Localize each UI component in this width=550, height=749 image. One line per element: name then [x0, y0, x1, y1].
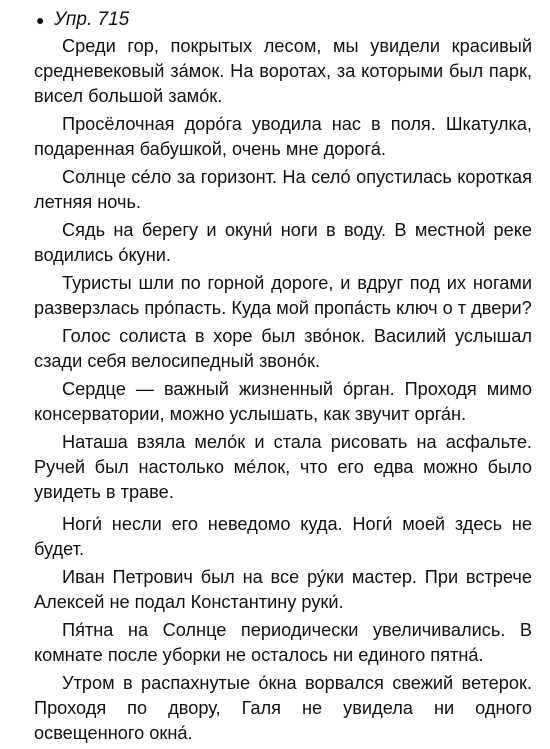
bullet-icon: ● — [36, 12, 45, 28]
paragraph-11: Пя́тна на Солнце периодически увеличивались. В комнате после уборки не осталось ни единого пятна́. — [34, 620, 532, 665]
paragraph-2: Просёлочная доро́га уводила нас в поля. Шкатулка, подаренная бабушкой, очень мне дорога́. — [34, 114, 532, 159]
exercise-header — [36, 6, 532, 34]
paragraph-4: Сядь на берегу и окуни́ ноги в воду. В местной реке водились о́куни. — [34, 220, 532, 265]
paragraph-10: Иван Петрович был на все ру́ки мастер. При встрече Алексей не подал Константину руки́. — [34, 567, 532, 612]
paragraph-9: Ноги́ несли его неведомо куда. Ноги́ моей здесь не будет. — [34, 514, 532, 559]
exercise-title: Упр. 715 — [54, 9, 130, 30]
paragraph-12: Утром в распахнутые о́кна ворвался свежий ветерок. Проходя по двору, Галя не увидела ни одного освещенного окна́. — [34, 673, 532, 743]
paragraph-8: Наташа взяла мело́к и стала рисовать на асфальте. Ручей был настолько ме́лок, что его едва можно было увидеть в траве. — [34, 432, 532, 502]
paragraph-3: Солнце се́ло за горизонт. На село́ опустилась короткая летняя ночь. — [34, 167, 532, 212]
paragraph-5: Туристы шли по горной дороге, и вдруг под их ногами разверзлась про́пасть. Куда мой пропа́сть ключ о т двери? — [34, 273, 532, 318]
paragraph-6: Голос солиста в хоре был зво́нок. Василий услышал сзади себя велосипедный звоно́к. — [34, 326, 532, 371]
paragraph-1: Среди гор, покрытых лесом, мы увидели красивый средневековый за́мок. На воротах, за которыми был парк, висел большой замо́к. — [34, 36, 532, 106]
paragraph-7: Сердце — важный жизненный о́рган. Проходя мимо консерватории, можно услышать, как звучит орга́н. — [34, 379, 532, 424]
textbook-page — [34, 6, 532, 749]
